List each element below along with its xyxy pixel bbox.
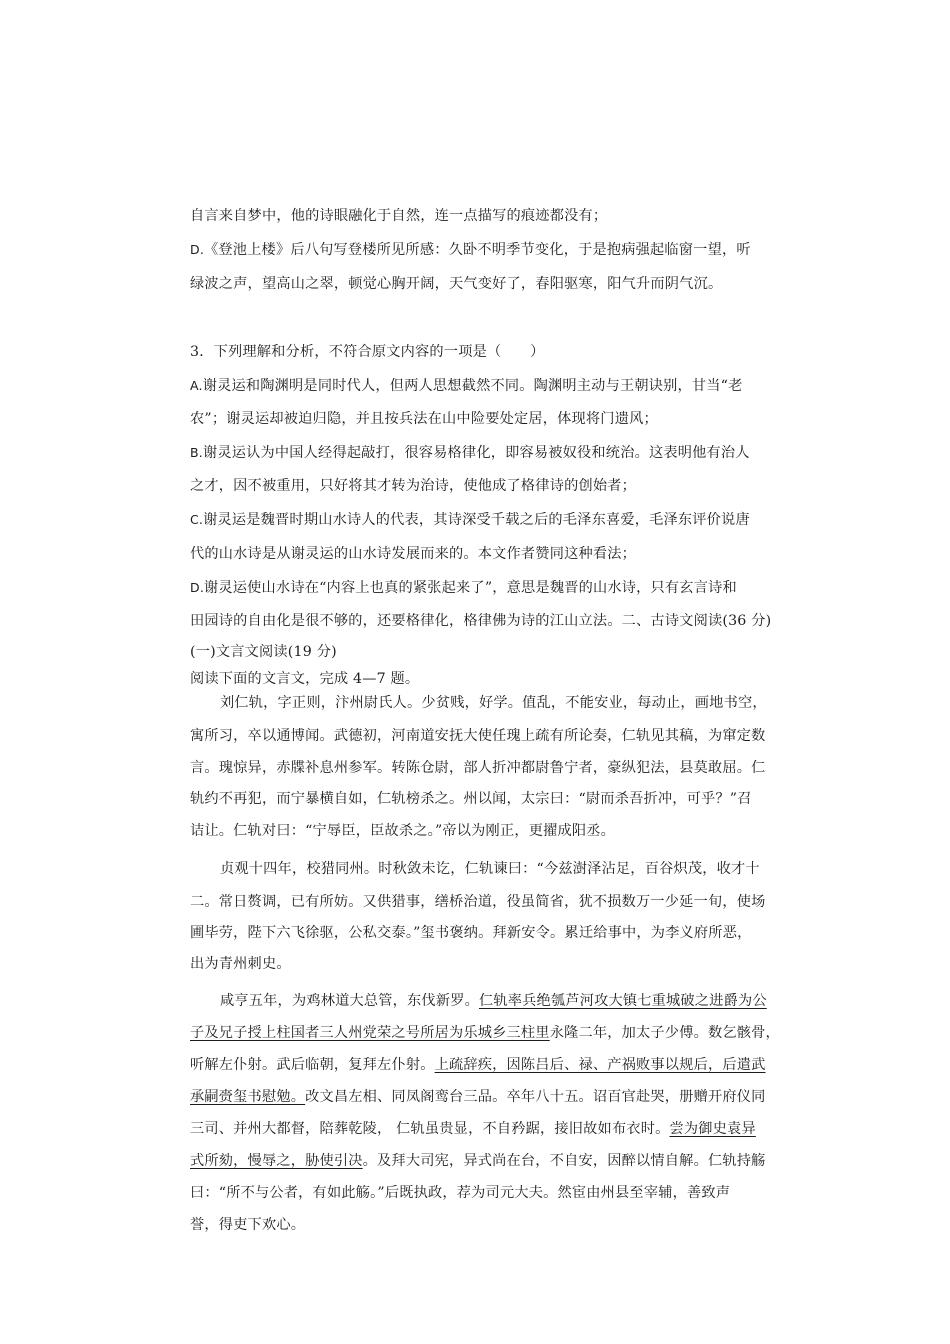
- passage-line: 寓所习，卒以通博闻。武德初，河南道安抚大使任瑰上疏有所论奏，仁轨见其稿，为窜定数: [190, 728, 766, 744]
- passage-line: [190, 1118, 756, 1138]
- option-text: 《登池上楼》后八句写登楼所见所感：久卧不明季节变化，于是抱病强起临窗一望，听: [204, 242, 751, 258]
- option-text: 谢灵运使山水诗在“内容上也真的紧张起来了”，意思是魏晋的山水诗，只有玄言诗和: [204, 580, 737, 596]
- prev-option-d-line2: 绿波之声，望高山之翠，顿觉心胸开阔，天气变好了，春阳驱寒，阳气升而阴气沉。: [190, 276, 723, 292]
- option-text: 谢灵运是魏晋时期山水诗人的代表，其诗深受千载之后的毛泽东喜爱，毛泽东评价说唐: [203, 512, 750, 528]
- underlined-sentence: 尝为御史袁异: [669, 1121, 756, 1137]
- option-d-line1: [190, 577, 737, 597]
- option-label: B.: [190, 445, 203, 460]
- passage-line: [190, 1150, 766, 1170]
- option-c-line1: [190, 509, 750, 529]
- underlined-sentence: 子及兄子授上柱国者三人州党荣之号所居为乐城乡三柱里: [190, 1025, 550, 1041]
- passage-line: 贞观十四年，校猎同州。时秋敛未讫，仁轨谏曰：“今兹澍泽沾足，百谷炽茂，收才十: [220, 861, 760, 877]
- passage-text: 咸亨五年，为鸡林道大总管，东伐新罗。: [220, 993, 479, 1009]
- option-label: D.: [190, 580, 204, 595]
- passage-line: [190, 1054, 766, 1074]
- option-text: 谢灵运和陶渊明是同时代人，但两人思想截然不同。陶渊明主动与王朝诀别，甘当“老: [202, 378, 743, 394]
- passage-line: [190, 1086, 766, 1106]
- section-subheading: (一)文言文阅读(19 分): [190, 644, 337, 660]
- passage-line: 圃毕劳，陛下六飞徐驱，公私交泰。”玺书褒纳。拜新安令。累迁给事中，为李义府所恶，: [190, 925, 752, 941]
- passage-line: 出为青州刺史。: [190, 956, 291, 972]
- underlined-sentence: 上疏辞疾，因陈吕后、禄、产祸败事以规后，后遣武: [434, 1057, 766, 1073]
- option-b-line2: 之才，因不被重用，只好将其才转为治诗，使他成了格律诗的创始者；: [190, 478, 637, 494]
- passage-text: 听解左仆射。武后临朝，复拜左仆射。: [190, 1057, 435, 1073]
- passage-line: 言。瑰惊异，赤牒补息州参军。转陈仓尉，部人折冲都尉鲁宁者，豪纵犯法，县莫敢屈。仁: [190, 760, 766, 776]
- passage-text: 三司、并州大都督，陪葬乾陵， 仁轨虽贵显，不自矜踞，接旧故如布衣时。: [190, 1121, 670, 1137]
- passage-text: 永隆二年，加太子少傅。数乞骸骨，: [549, 1025, 780, 1041]
- option-b-line1: [190, 442, 750, 462]
- option-text: 谢灵运认为中国人经得起敲打，很容易格律化，即容易被奴役和统治。这表明他有治人: [202, 445, 750, 461]
- underlined-sentence: 承嗣赍玺书慰勉。: [190, 1089, 306, 1105]
- passage-line: 轨约不再犯，而宁暴横自如，仁轨榜杀之。州以闻，太宗曰：“尉而杀吾折冲，可乎？”召: [190, 791, 752, 807]
- prev-option-d-line1: [190, 239, 751, 259]
- option-c-continuation: 自言来自梦中，他的诗眼融化于自然，连一点描写的痕迹都没有；: [190, 208, 608, 224]
- option-label: D.: [190, 242, 204, 257]
- passage-text: 改文昌左相、同凤阁鸾台三品。卒年八十五。诏百官赴哭，册赠开府仪同: [305, 1089, 766, 1105]
- option-d-line2: 田园诗的自由化是很不够的，还要格律化，格律佛为诗的江山立法。二、古诗文阅读(36 分): [190, 613, 772, 629]
- passage-line: 二。常日赘调，已有所妨。又供猎事，缮桥治道，役虽简省，犹不损数万一少延一旬，使场: [190, 894, 766, 910]
- option-label: A.: [190, 378, 203, 393]
- passage-line: [190, 1022, 780, 1042]
- option-label: C.: [190, 512, 204, 527]
- option-c-line2: 代的山水诗是从谢灵运的山水诗发展而来的。本文作者赞同这种看法；: [190, 546, 637, 562]
- option-a-line1: [190, 375, 743, 395]
- passage-line: 诘让。仁轨对曰：“宁辱臣，臣故杀之。”帝以为刚正，更擢成阳丞。: [190, 823, 616, 839]
- option-a-line2: 农”；谢灵运却被迫归隐，并且按兵法在山中险要处定居，体现将门遗风；: [190, 411, 658, 427]
- reading-instruction: 阅读下面的文言文，完成 4—7 题。: [190, 671, 420, 687]
- passage-line: 刘仁轨，字正则，汴州尉氏人。少贫贱，好学。值乱，不能安业，每动止，画地书空，: [220, 695, 767, 711]
- passage-line: 曰：“所不与公者，有如此觞。”后既执政，荐为司元大夫。然宦由州县至宰辅，善致声: [190, 1185, 731, 1201]
- underlined-sentence: 式所劾，慢辱之，胁使引决: [190, 1153, 363, 1169]
- passage-line: [220, 990, 767, 1010]
- passage-text: 。及拜大司宪，异式尚在台，不自安，因醉以情自解。仁轨持觞: [362, 1153, 766, 1169]
- question-3-stem: 3．下列理解和分析，不符合原文内容的一项是（ ）: [190, 344, 545, 360]
- passage-line: 誉，得吏下欢心。: [190, 1217, 306, 1233]
- underlined-sentence: 仁轨率兵绝瓠芦河攻大镇七重城破之进爵为公: [478, 993, 767, 1009]
